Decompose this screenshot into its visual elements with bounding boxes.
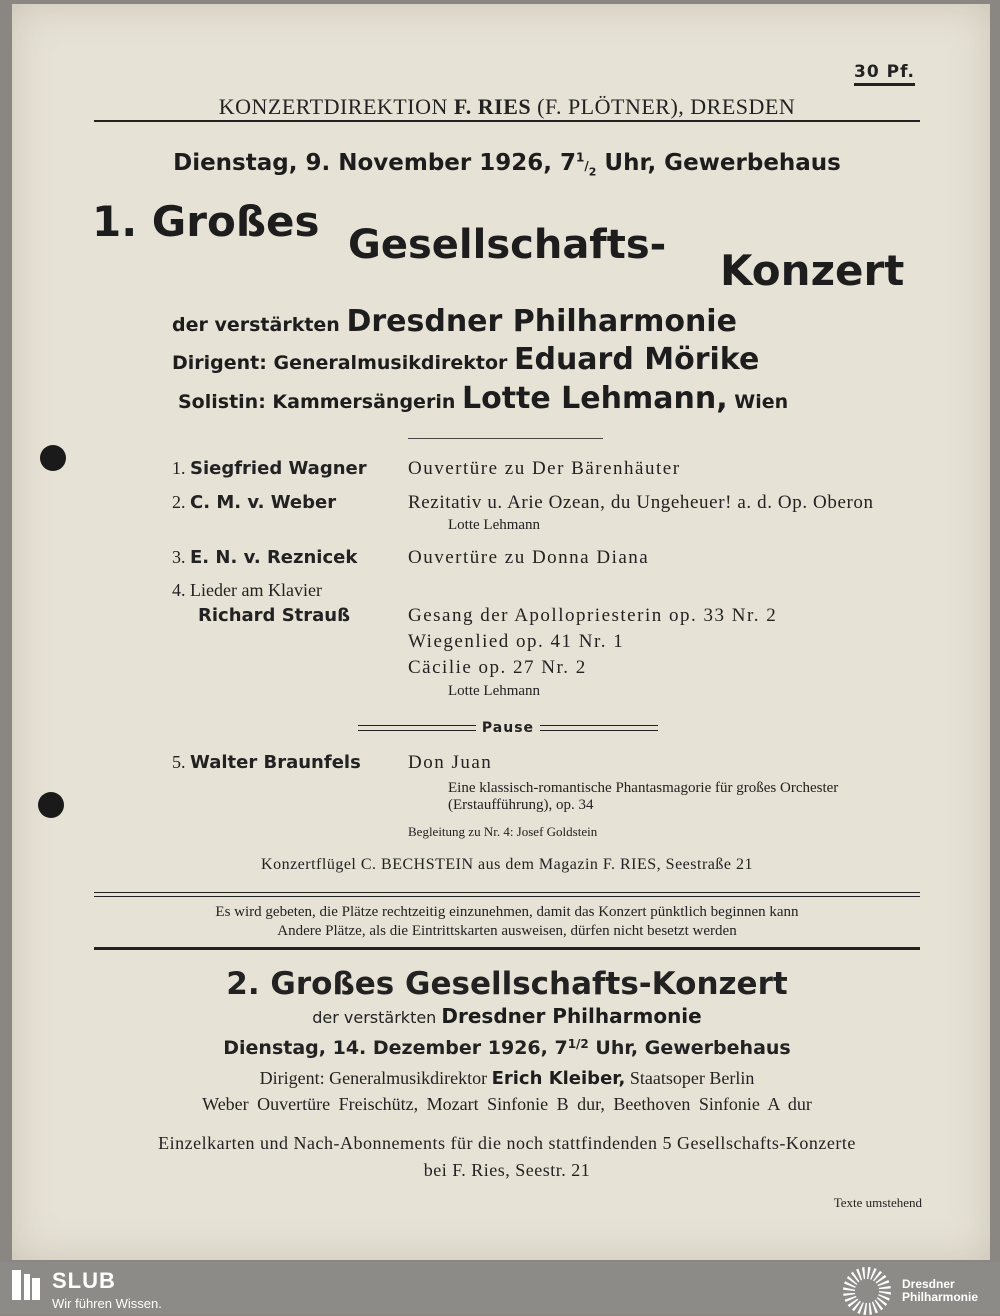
- composer-name: Walter Braunfels: [190, 752, 361, 773]
- program-item-1: 1. Siegfried Wagner: [172, 458, 367, 479]
- composer-name: Richard Strauß: [198, 605, 351, 626]
- header-rule: [94, 120, 920, 122]
- program-work: Rezitativ u. Arie Ozean, du Ungeheuer! a. d. Op. Oberon: [408, 492, 874, 513]
- logo-ray: [843, 1287, 855, 1291]
- overleaf-note: Texte umstehend: [833, 1195, 922, 1210]
- soloist-note: Lotte Lehmann: [448, 517, 541, 533]
- punch-hole: [40, 445, 66, 471]
- price-label: 30 Pf.: [854, 62, 915, 86]
- slub-name[interactable]: SLUB: [52, 1268, 116, 1293]
- footer-bar: [0, 1262, 1000, 1314]
- next-conductor-line: Dirigent: Generalmusikdirektor Erich Kleiber, Staatsoper Berlin: [259, 1068, 755, 1089]
- title-part-1: 1. Großes: [92, 197, 320, 246]
- program-item-5: 5. Walter Braunfels: [172, 752, 361, 773]
- song-item: Gesang der Apollopriesterin op. 33 Nr. 2: [408, 605, 778, 626]
- rule: [94, 896, 920, 897]
- next-program-line: Weber Ouvertüre Freischütz, Mozart Sinfonie B dur, Beethoven Sinfonie A dur: [202, 1094, 812, 1114]
- song-item: Wiegenlied op. 41 Nr. 1: [408, 631, 625, 652]
- divider: [408, 438, 603, 439]
- program-item-2: 2. C. M. v. Weber: [172, 492, 337, 513]
- song-item: Cäcilie op. 27 Nr. 2: [408, 657, 587, 678]
- logo-ray: [867, 1267, 871, 1279]
- next-dateline: Dienstag, 14. Dezember 1926, $7^{1/2}$ Uhr, Gewerbehaus: [223, 1037, 791, 1059]
- logo-ray: [879, 1291, 891, 1295]
- concert-program-sheet: [12, 4, 990, 1260]
- composer-name: E. N. v. Reznicek: [190, 547, 358, 568]
- slub-tagline: Wir führen Wissen.: [52, 1296, 162, 1311]
- title-part-2: Gesellschafts-: [348, 222, 667, 268]
- program-work: Don Juan: [408, 752, 493, 773]
- logo-ray: [879, 1286, 891, 1289]
- audience-notice: Es wird gebeten, die Plätze rechtzeitig einzunehmen, damit das Konzert pünktlich beginnen kann Andere Plätze, als die Eintrittskarten ausweisen, dürfen nicht besetzt werden: [215, 904, 799, 939]
- logo-ray: [869, 1303, 872, 1315]
- accompaniment-note: Begleitung zu Nr. 4: Josef Goldstein: [408, 824, 598, 839]
- agency-suffix: (F. PLÖTNER), DRESDEN: [531, 94, 796, 119]
- next-concert-title: 2. Großes Gesellschafts-Konzert: [226, 966, 788, 1002]
- agency-header: [94, 94, 920, 120]
- composer-name: Siegfried Wagner: [190, 458, 367, 479]
- soloist-line: Solistin: Kammersängerin Lotte Lehmann, Wien: [178, 381, 789, 416]
- section-rule: [94, 947, 920, 950]
- agency-name: F. RIES: [453, 94, 532, 119]
- slub-logo-icon: [12, 1270, 40, 1300]
- philharmonie-name[interactable]: Dresdner Philharmonie: [902, 1277, 979, 1304]
- philharmonie-logo-icon: [842, 1266, 892, 1316]
- orchestra-line: der verstärkten Dresdner Philharmonie: [172, 304, 737, 339]
- piano-note: Konzertflügel C. BECHSTEIN aus dem Magazin F. RIES, Seestraße 21: [261, 856, 753, 873]
- logo-ray: [863, 1303, 867, 1315]
- composer-name: C. M. v. Weber: [190, 492, 337, 513]
- rule: [94, 892, 920, 893]
- program-work: Ouvertüre zu Der Bärenhäuter: [408, 458, 681, 479]
- concert-dateline: Dienstag, 9. November 1926, $7^1/_2$ Uhr, Gewerbehaus: [173, 150, 841, 179]
- tickets-notice: Einzelkarten und Nach-Abonnements für die noch stattfindenden 5 Gesellschafts-Konzerte bei F. Ries, Seestr. 21: [158, 1133, 856, 1180]
- program-item-4: 4. Lieder am Klavier: [172, 580, 322, 600]
- conductor-line: Dirigent: Generalmusikdirektor Eduard Mörike: [172, 342, 760, 377]
- next-orchestra-line: der verstärkten Dresdner Philharmonie: [312, 1004, 702, 1028]
- logo-ray: [843, 1293, 855, 1296]
- soloist-note: Lotte Lehmann: [448, 683, 541, 699]
- program-work: Ouvertüre zu Donna Diana: [408, 547, 650, 568]
- program-item-3: 3. E. N. v. Reznicek: [172, 547, 358, 568]
- agency-prefix: KONZERTDIREKTION: [218, 94, 454, 119]
- pause-divider: Pause: [348, 720, 668, 736]
- punch-hole: [38, 792, 64, 818]
- logo-ray: [862, 1267, 865, 1279]
- work-description: Eine klassisch-romantische Phantasmagorie für großes Orchester (Erstaufführung), op. 34: [448, 780, 839, 813]
- title-part-3: Konzert: [720, 246, 905, 295]
